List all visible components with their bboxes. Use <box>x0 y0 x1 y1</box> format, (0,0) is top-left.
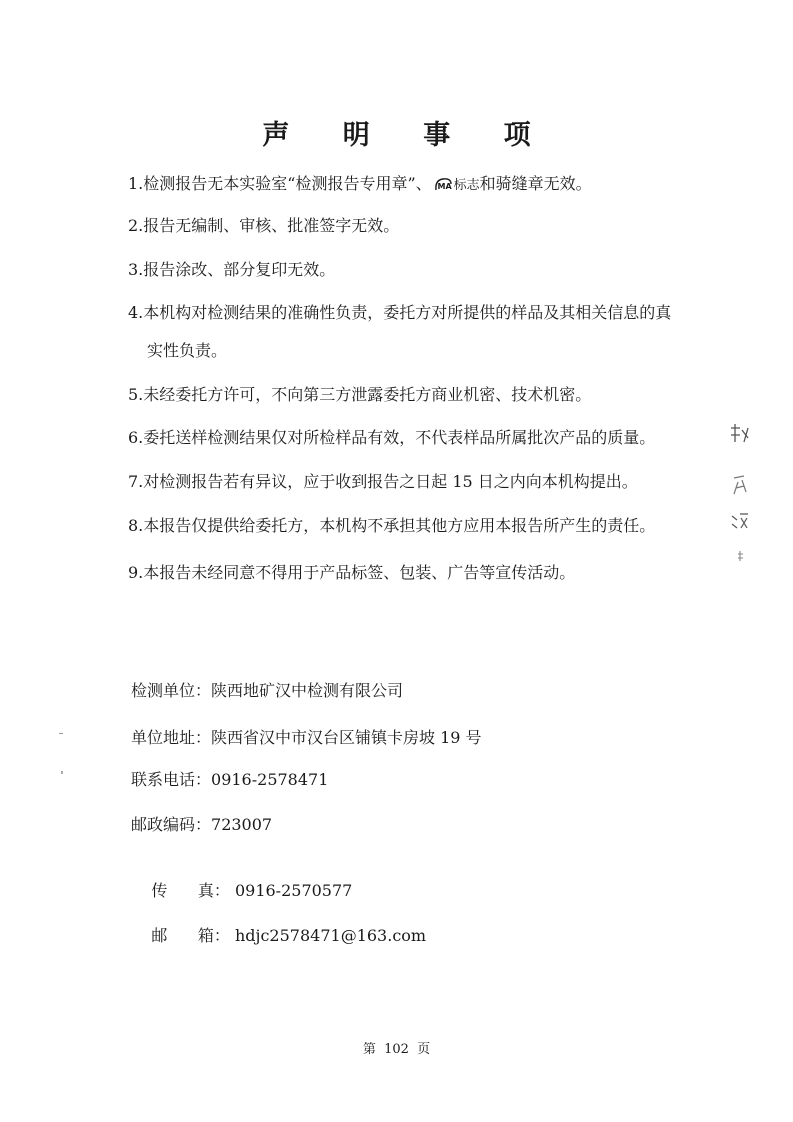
statement-text: 本报告未经同意不得用于产品标签、包装、广告等宣传活动。 <box>143 563 576 582</box>
statement-text-after: 和骑缝章无效。 <box>479 174 592 193</box>
statement-7 <box>128 471 638 493</box>
cma-logo-text: MA <box>437 182 452 191</box>
contact-label: 单位地址： <box>131 728 212 747</box>
contact-value: 陕西地矿汉中检测有限公司 <box>211 681 404 700</box>
statement-number: 6. <box>128 428 144 447</box>
statement-number: 4. <box>128 303 144 322</box>
contact-label: 邮 箱： <box>151 926 230 945</box>
statement-number: 9. <box>128 563 144 582</box>
statement-2 <box>128 215 399 237</box>
statement-number: 5. <box>128 385 144 404</box>
statement-text: 报告无编制、审核、批准签字无效。 <box>143 216 400 235</box>
statement-number: 8. <box>128 516 144 535</box>
contact-phone <box>131 769 328 791</box>
statement-number: 1. <box>128 174 144 193</box>
statement-text-small: 标志 <box>453 178 480 193</box>
contact-label: 传 真： <box>151 881 230 900</box>
statement-text: 本机构对检测结果的准确性负责，委托方对所提供的样品及其相关信息的真 <box>143 303 672 322</box>
statement-text: 检测报告无本实验室“检测报告专用章”、 <box>143 174 432 193</box>
cma-logo-icon <box>434 177 453 192</box>
contact-label: 联系电话： <box>131 770 212 789</box>
statement-4-continuation: 实性负责。 <box>147 341 228 360</box>
statement-text: 本报告仅提供给委托方，本机构不承担其他方应用本报告所产生的责任。 <box>143 516 656 535</box>
contact-label: 邮政编码： <box>131 815 212 834</box>
statement-number: 7. <box>128 472 144 491</box>
contact-value: hdjc2578471@163.com <box>229 926 427 945</box>
contact-label: 检测单位： <box>131 681 212 700</box>
seam-stamp-marks <box>728 420 758 570</box>
contact-email <box>131 903 426 969</box>
statement-text: 委托送样检测结果仅对所检样品有效，不代表样品所属批次产品的质量。 <box>143 428 656 447</box>
statement-text: 对检测报告若有异议，应于收到报告之日起 15 日之内向本机构提出。 <box>143 472 638 491</box>
statement-4 <box>128 302 671 324</box>
contact-lab-name <box>131 680 403 702</box>
contact-value: 陕西省汉中市汉台区铺镇卡房坡 19 号 <box>211 728 482 747</box>
statement-text: 未经委托方许可，不向第三方泄露委托方商业机密、技术机密。 <box>143 385 592 404</box>
contact-postcode <box>131 814 272 836</box>
statement-6 <box>128 427 655 449</box>
scan-speck <box>61 771 63 774</box>
contact-value: 0916-2570577 <box>229 881 353 900</box>
statement-5 <box>128 384 591 406</box>
contact-value: 0916-2578471 <box>211 770 329 789</box>
statement-text: 报告涂改、部分复印无效。 <box>143 260 336 279</box>
statement-1 <box>128 173 592 197</box>
statement-number: 3. <box>128 260 144 279</box>
contact-address <box>131 727 482 749</box>
statement-8 <box>128 515 655 537</box>
scan-speck <box>59 733 63 734</box>
contact-value: 723007 <box>211 815 273 834</box>
statement-number: 2. <box>128 216 144 235</box>
page-number: 第 102 页 <box>362 1042 431 1057</box>
statement-3 <box>128 259 335 281</box>
statement-9 <box>128 562 575 584</box>
page-title: 声 明 事 项 <box>262 120 553 151</box>
